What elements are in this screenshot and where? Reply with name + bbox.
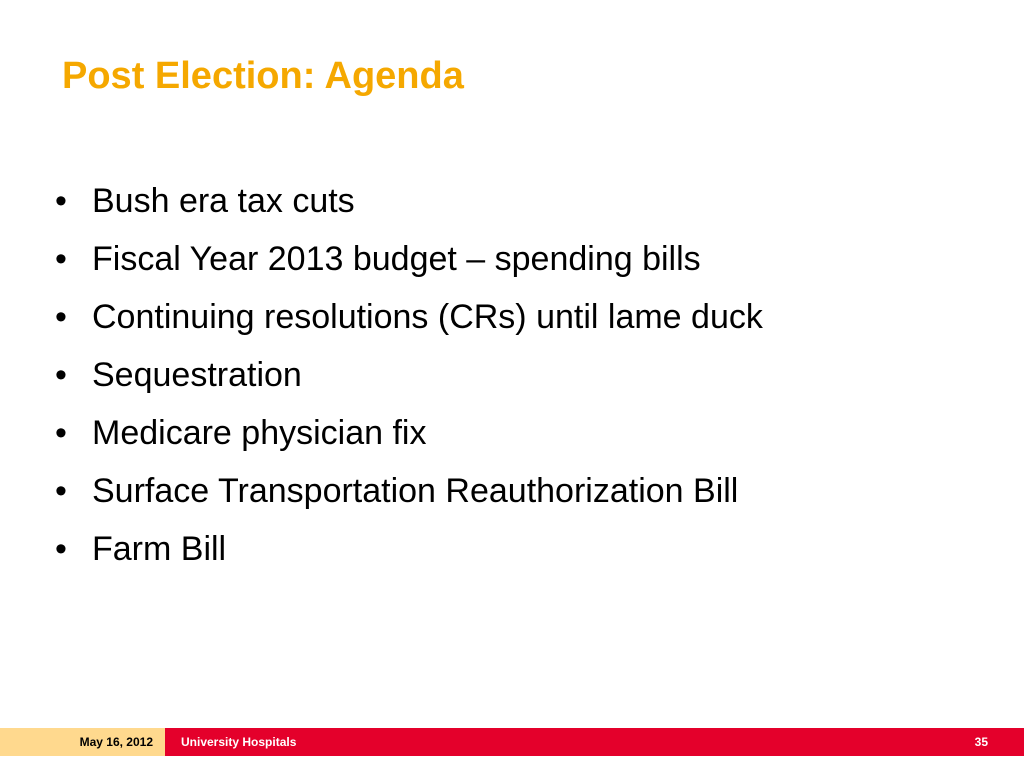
footer-date: May 16, 2012	[79, 735, 153, 749]
footer-organization: University Hospitals	[181, 735, 297, 749]
slide-footer	[0, 728, 1024, 756]
footer-bar	[165, 728, 1024, 756]
bullet-text: Surface Transportation Reauthorization Bill	[92, 472, 739, 510]
bullet-text: Fiscal Year 2013 budget – spending bills	[92, 240, 701, 278]
bullet-dot-icon: •	[55, 472, 67, 510]
bullet-dot-icon: •	[55, 240, 67, 278]
bullet-text: Farm Bill	[92, 530, 227, 568]
slide-title: Post Election: Agenda	[62, 55, 464, 97]
bullet-dot-icon: •	[55, 182, 67, 220]
bullet-text: Continuing resolutions (CRs) until lame duck	[92, 298, 763, 336]
bullet-dot-icon: •	[55, 298, 67, 336]
bullet-text: Medicare physician fix	[92, 414, 427, 452]
bullet-text: Sequestration	[92, 356, 302, 394]
bullet-dot-icon: •	[55, 530, 67, 568]
footer-page-number: 35	[974, 735, 988, 749]
footer-date-box	[0, 728, 165, 756]
bullet-text: Bush era tax cuts	[92, 182, 355, 220]
bullet-dot-icon: •	[55, 356, 67, 394]
bullet-dot-icon: •	[55, 414, 67, 452]
